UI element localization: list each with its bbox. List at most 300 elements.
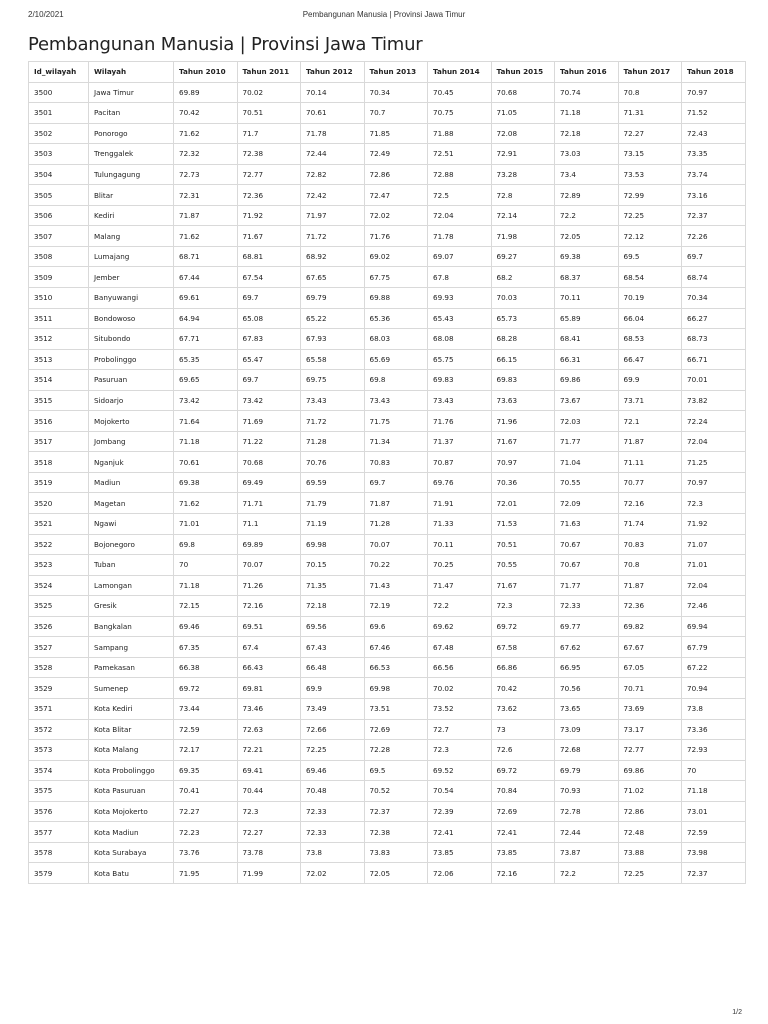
cell-id-wilayah: 3503 xyxy=(29,144,89,165)
table-row xyxy=(29,452,746,473)
cell-value: 71.01 xyxy=(174,514,238,535)
cell-value: 70.77 xyxy=(618,472,682,493)
cell-value: 66.31 xyxy=(555,349,619,370)
cell-value: 69.86 xyxy=(555,370,619,391)
table-header xyxy=(29,62,746,83)
cell-value: 71.62 xyxy=(174,493,238,514)
cell-value: 71.72 xyxy=(301,411,365,432)
cell-value: 71.35 xyxy=(301,575,365,596)
cell-value: 73.52 xyxy=(428,698,492,719)
cell-value: 71.28 xyxy=(301,431,365,452)
cell-value: 73.85 xyxy=(491,842,555,863)
cell-id-wilayah: 3527 xyxy=(29,637,89,658)
cell-value: 70.7 xyxy=(364,103,428,124)
cell-value: 69.76 xyxy=(428,472,492,493)
cell-id-wilayah: 3520 xyxy=(29,493,89,514)
cell-value: 70 xyxy=(174,555,238,576)
cell-value: 69.07 xyxy=(428,246,492,267)
cell-value: 73.35 xyxy=(682,144,746,165)
cell-value: 68.54 xyxy=(618,267,682,288)
table-row xyxy=(29,575,746,596)
cell-wilayah: Madiun xyxy=(89,472,174,493)
table-row xyxy=(29,205,746,226)
cell-value: 73.03 xyxy=(555,144,619,165)
cell-value: 71.62 xyxy=(174,226,238,247)
cell-value: 73.71 xyxy=(618,390,682,411)
cell-id-wilayah: 3522 xyxy=(29,534,89,555)
cell-value: 67.62 xyxy=(555,637,619,658)
cell-value: 72.89 xyxy=(555,185,619,206)
cell-value: 68.74 xyxy=(682,267,746,288)
cell-value: 72.01 xyxy=(491,493,555,514)
cell-value: 69.9 xyxy=(301,678,365,699)
cell-value: 68.28 xyxy=(491,329,555,350)
cell-value: 67.67 xyxy=(618,637,682,658)
cell-value: 71.99 xyxy=(237,863,301,884)
cell-value: 72.66 xyxy=(301,719,365,740)
table-row xyxy=(29,698,746,719)
cell-value: 69.89 xyxy=(237,534,301,555)
cell-value: 72.2 xyxy=(555,205,619,226)
cell-id-wilayah: 3574 xyxy=(29,760,89,781)
cell-id-wilayah: 3517 xyxy=(29,431,89,452)
cell-value: 70.76 xyxy=(301,452,365,473)
cell-value: 73.28 xyxy=(491,164,555,185)
cell-value: 72.41 xyxy=(428,822,492,843)
table-row xyxy=(29,390,746,411)
cell-value: 71.52 xyxy=(682,103,746,124)
cell-value: 72.39 xyxy=(428,801,492,822)
cell-value: 69.38 xyxy=(174,472,238,493)
column-header: Tahun 2016 xyxy=(555,62,619,83)
cell-value: 72.36 xyxy=(618,596,682,617)
cell-value: 72.18 xyxy=(555,123,619,144)
cell-value: 70.83 xyxy=(618,534,682,555)
cell-value: 73.51 xyxy=(364,698,428,719)
cell-value: 71.92 xyxy=(237,205,301,226)
table-row xyxy=(29,740,746,761)
cell-value: 72.31 xyxy=(174,185,238,206)
cell-value: 72.02 xyxy=(364,205,428,226)
cell-id-wilayah: 3526 xyxy=(29,616,89,637)
cell-wilayah: Lamongan xyxy=(89,575,174,596)
cell-value: 69.77 xyxy=(555,616,619,637)
cell-value: 72.21 xyxy=(237,740,301,761)
cell-wilayah: Sumenep xyxy=(89,678,174,699)
cell-value: 67.83 xyxy=(237,329,301,350)
table-row xyxy=(29,534,746,555)
table-row xyxy=(29,760,746,781)
cell-value: 70.02 xyxy=(237,82,301,103)
cell-wilayah: Kota Probolinggo xyxy=(89,760,174,781)
cell-wilayah: Tuban xyxy=(89,555,174,576)
cell-value: 73.46 xyxy=(237,698,301,719)
cell-value: 67.8 xyxy=(428,267,492,288)
cell-value: 70.93 xyxy=(555,781,619,802)
cell-value: 72.23 xyxy=(174,822,238,843)
cell-value: 72.16 xyxy=(618,493,682,514)
cell-value: 73.44 xyxy=(174,698,238,719)
cell-id-wilayah: 3505 xyxy=(29,185,89,206)
cell-value: 71.53 xyxy=(491,514,555,535)
cell-value: 72.28 xyxy=(364,740,428,761)
cell-value: 68.37 xyxy=(555,267,619,288)
cell-value: 70.71 xyxy=(618,678,682,699)
cell-value: 71.34 xyxy=(364,431,428,452)
cell-value: 73.85 xyxy=(428,842,492,863)
table-row xyxy=(29,123,746,144)
cell-value: 65.22 xyxy=(301,308,365,329)
column-header: Tahun 2018 xyxy=(682,62,746,83)
cell-id-wilayah: 3510 xyxy=(29,288,89,309)
cell-id-wilayah: 3504 xyxy=(29,164,89,185)
print-date: 2/10/2021 xyxy=(28,10,64,19)
cell-value: 66.43 xyxy=(237,657,301,678)
cell-value: 65.35 xyxy=(174,349,238,370)
cell-value: 71.19 xyxy=(301,514,365,535)
cell-value: 70.22 xyxy=(364,555,428,576)
cell-value: 73.98 xyxy=(682,842,746,863)
table-header-row xyxy=(29,62,746,83)
cell-value: 73.15 xyxy=(618,144,682,165)
cell-value: 73.74 xyxy=(682,164,746,185)
cell-value: 68.08 xyxy=(428,329,492,350)
cell-value: 71.78 xyxy=(301,123,365,144)
cell-value: 72.78 xyxy=(555,801,619,822)
cell-id-wilayah: 3506 xyxy=(29,205,89,226)
cell-value: 72.37 xyxy=(364,801,428,822)
cell-value: 72.91 xyxy=(491,144,555,165)
cell-value: 70.51 xyxy=(237,103,301,124)
cell-value: 70.07 xyxy=(364,534,428,555)
cell-value: 69.7 xyxy=(682,246,746,267)
cell-value: 67.79 xyxy=(682,637,746,658)
cell-value: 71.72 xyxy=(301,226,365,247)
cell-value: 72.42 xyxy=(301,185,365,206)
cell-value: 72.41 xyxy=(491,822,555,843)
cell-value: 68.2 xyxy=(491,267,555,288)
cell-value: 73.43 xyxy=(301,390,365,411)
cell-wilayah: Nganjuk xyxy=(89,452,174,473)
cell-value: 72.1 xyxy=(618,411,682,432)
cell-id-wilayah: 3507 xyxy=(29,226,89,247)
column-header: Tahun 2013 xyxy=(364,62,428,83)
cell-value: 72.25 xyxy=(301,740,365,761)
column-header: Tahun 2015 xyxy=(491,62,555,83)
cell-value: 72.33 xyxy=(555,596,619,617)
cell-value: 67.4 xyxy=(237,637,301,658)
cell-value: 72.08 xyxy=(491,123,555,144)
cell-value: 72.05 xyxy=(364,863,428,884)
cell-value: 72.33 xyxy=(301,822,365,843)
table-row xyxy=(29,616,746,637)
cell-value: 73.49 xyxy=(301,698,365,719)
cell-value: 72.48 xyxy=(618,822,682,843)
cell-id-wilayah: 3579 xyxy=(29,863,89,884)
cell-wilayah: Gresik xyxy=(89,596,174,617)
cell-wilayah: Sampang xyxy=(89,637,174,658)
cell-value: 73.16 xyxy=(682,185,746,206)
cell-value: 67.93 xyxy=(301,329,365,350)
cell-wilayah: Kota Kediri xyxy=(89,698,174,719)
table-row xyxy=(29,472,746,493)
cell-value: 69.5 xyxy=(618,246,682,267)
table-row xyxy=(29,863,746,884)
cell-value: 70.8 xyxy=(618,555,682,576)
cell-value: 69.72 xyxy=(491,616,555,637)
table-row xyxy=(29,514,746,535)
cell-value: 71.91 xyxy=(428,493,492,514)
cell-value: 69.94 xyxy=(682,616,746,637)
cell-wilayah: Kota Mojokerto xyxy=(89,801,174,822)
cell-value: 72.3 xyxy=(428,740,492,761)
cell-value: 70.01 xyxy=(682,370,746,391)
table-row xyxy=(29,781,746,802)
cell-value: 73.65 xyxy=(555,698,619,719)
cell-value: 69.7 xyxy=(364,472,428,493)
cell-value: 72.77 xyxy=(618,740,682,761)
cell-value: 72.43 xyxy=(682,123,746,144)
cell-value: 70.07 xyxy=(237,555,301,576)
cell-value: 70.19 xyxy=(618,288,682,309)
cell-value: 72.49 xyxy=(364,144,428,165)
cell-value: 66.56 xyxy=(428,657,492,678)
cell-value: 69.38 xyxy=(555,246,619,267)
cell-value: 72.06 xyxy=(428,863,492,884)
cell-value: 69.79 xyxy=(555,760,619,781)
cell-wilayah: Pamekasan xyxy=(89,657,174,678)
cell-value: 71.64 xyxy=(174,411,238,432)
cell-value: 70.03 xyxy=(491,288,555,309)
cell-value: 70.55 xyxy=(555,472,619,493)
cell-value: 73.17 xyxy=(618,719,682,740)
cell-value: 72.14 xyxy=(491,205,555,226)
table-row xyxy=(29,226,746,247)
cell-id-wilayah: 3500 xyxy=(29,82,89,103)
cell-value: 66.27 xyxy=(682,308,746,329)
cell-value: 71.47 xyxy=(428,575,492,596)
cell-value: 71.26 xyxy=(237,575,301,596)
cell-id-wilayah: 3513 xyxy=(29,349,89,370)
cell-id-wilayah: 3576 xyxy=(29,801,89,822)
cell-value: 71.18 xyxy=(174,575,238,596)
cell-value: 73.36 xyxy=(682,719,746,740)
table-row xyxy=(29,308,746,329)
cell-value: 73.43 xyxy=(428,390,492,411)
cell-value: 72.59 xyxy=(174,719,238,740)
cell-value: 71.33 xyxy=(428,514,492,535)
cell-value: 69.7 xyxy=(237,370,301,391)
cell-value: 70.52 xyxy=(364,781,428,802)
cell-value: 67.48 xyxy=(428,637,492,658)
table-row xyxy=(29,144,746,165)
cell-value: 66.71 xyxy=(682,349,746,370)
page-number: 1/2 xyxy=(732,1009,742,1016)
cell-value: 72.18 xyxy=(301,596,365,617)
cell-value: 71.87 xyxy=(618,575,682,596)
cell-value: 71.88 xyxy=(428,123,492,144)
cell-value: 70.83 xyxy=(364,452,428,473)
cell-value: 69.98 xyxy=(364,678,428,699)
cell-value: 65.43 xyxy=(428,308,492,329)
column-header: Wilayah xyxy=(89,62,174,83)
cell-value: 70.45 xyxy=(428,82,492,103)
cell-value: 69.83 xyxy=(428,370,492,391)
cell-id-wilayah: 3575 xyxy=(29,781,89,802)
cell-value: 71.04 xyxy=(555,452,619,473)
cell-id-wilayah: 3515 xyxy=(29,390,89,411)
cell-value: 72.04 xyxy=(682,431,746,452)
cell-value: 67.58 xyxy=(491,637,555,658)
cell-wilayah: Kota Malang xyxy=(89,740,174,761)
cell-value: 67.54 xyxy=(237,267,301,288)
cell-wilayah: Kota Surabaya xyxy=(89,842,174,863)
cell-value: 67.43 xyxy=(301,637,365,658)
cell-value: 72.27 xyxy=(618,123,682,144)
cell-value: 72.33 xyxy=(301,801,365,822)
cell-value: 73 xyxy=(491,719,555,740)
cell-wilayah: Jombang xyxy=(89,431,174,452)
table-row xyxy=(29,246,746,267)
cell-value: 70.44 xyxy=(237,781,301,802)
cell-value: 71.79 xyxy=(301,493,365,514)
cell-value: 72.86 xyxy=(364,164,428,185)
cell-value: 73.82 xyxy=(682,390,746,411)
cell-value: 72.63 xyxy=(237,719,301,740)
cell-value: 69.6 xyxy=(364,616,428,637)
cell-value: 65.47 xyxy=(237,349,301,370)
table-row xyxy=(29,842,746,863)
cell-value: 71.05 xyxy=(491,103,555,124)
cell-value: 72.99 xyxy=(618,185,682,206)
cell-value: 73.78 xyxy=(237,842,301,863)
cell-value: 69.86 xyxy=(618,760,682,781)
cell-value: 71.1 xyxy=(237,514,301,535)
cell-value: 66.53 xyxy=(364,657,428,678)
cell-value: 71.87 xyxy=(174,205,238,226)
data-table xyxy=(28,61,746,884)
cell-value: 68.81 xyxy=(237,246,301,267)
cell-value: 70.54 xyxy=(428,781,492,802)
column-header: Id_wilayah xyxy=(29,62,89,83)
cell-value: 72.36 xyxy=(237,185,301,206)
cell-id-wilayah: 3512 xyxy=(29,329,89,350)
cell-value: 73.09 xyxy=(555,719,619,740)
cell-id-wilayah: 3514 xyxy=(29,370,89,391)
cell-value: 71.18 xyxy=(174,431,238,452)
table-row xyxy=(29,370,746,391)
cell-id-wilayah: 3572 xyxy=(29,719,89,740)
cell-value: 72.8 xyxy=(491,185,555,206)
cell-value: 70.02 xyxy=(428,678,492,699)
cell-wilayah: Bondowoso xyxy=(89,308,174,329)
cell-value: 70.61 xyxy=(301,103,365,124)
cell-value: 69.9 xyxy=(618,370,682,391)
cell-value: 70.67 xyxy=(555,555,619,576)
cell-value: 69.8 xyxy=(364,370,428,391)
cell-value: 70.84 xyxy=(491,781,555,802)
cell-value: 71.76 xyxy=(364,226,428,247)
cell-value: 73.83 xyxy=(364,842,428,863)
cell-wilayah: Probolinggo xyxy=(89,349,174,370)
cell-value: 69.89 xyxy=(174,82,238,103)
cell-value: 70.68 xyxy=(237,452,301,473)
cell-value: 73.42 xyxy=(237,390,301,411)
table-row xyxy=(29,678,746,699)
cell-value: 72.25 xyxy=(618,205,682,226)
cell-value: 70.74 xyxy=(555,82,619,103)
table-row xyxy=(29,103,746,124)
cell-value: 67.35 xyxy=(174,637,238,658)
cell-value: 71.69 xyxy=(237,411,301,432)
cell-wilayah: Kota Batu xyxy=(89,863,174,884)
cell-value: 66.47 xyxy=(618,349,682,370)
cell-value: 72.32 xyxy=(174,144,238,165)
cell-value: 68.41 xyxy=(555,329,619,350)
cell-value: 70.11 xyxy=(555,288,619,309)
cell-value: 69.02 xyxy=(364,246,428,267)
cell-value: 72.04 xyxy=(682,575,746,596)
cell-value: 71.11 xyxy=(618,452,682,473)
cell-value: 71.22 xyxy=(237,431,301,452)
column-header: Tahun 2011 xyxy=(237,62,301,83)
cell-value: 72.37 xyxy=(682,205,746,226)
cell-value: 70.87 xyxy=(428,452,492,473)
cell-value: 70.75 xyxy=(428,103,492,124)
cell-value: 71.63 xyxy=(555,514,619,535)
cell-wilayah: Situbondo xyxy=(89,329,174,350)
cell-value: 71.92 xyxy=(682,514,746,535)
cell-value: 71.43 xyxy=(364,575,428,596)
cell-value: 72.44 xyxy=(301,144,365,165)
cell-value: 72.77 xyxy=(237,164,301,185)
cell-value: 70.34 xyxy=(682,288,746,309)
cell-value: 72.44 xyxy=(555,822,619,843)
cell-value: 71.97 xyxy=(301,205,365,226)
cell-value: 71.18 xyxy=(682,781,746,802)
cell-id-wilayah: 3502 xyxy=(29,123,89,144)
cell-value: 65.69 xyxy=(364,349,428,370)
cell-wilayah: Pacitan xyxy=(89,103,174,124)
cell-value: 70.68 xyxy=(491,82,555,103)
cell-value: 72.19 xyxy=(364,596,428,617)
cell-value: 72.27 xyxy=(237,822,301,843)
cell-value: 70.97 xyxy=(682,82,746,103)
cell-id-wilayah: 3525 xyxy=(29,596,89,617)
cell-value: 72.3 xyxy=(237,801,301,822)
cell-id-wilayah: 3519 xyxy=(29,472,89,493)
cell-id-wilayah: 3528 xyxy=(29,657,89,678)
cell-value: 72.12 xyxy=(618,226,682,247)
cell-wilayah: Jember xyxy=(89,267,174,288)
cell-value: 72.69 xyxy=(491,801,555,822)
cell-value: 70.97 xyxy=(682,472,746,493)
cell-value: 72.3 xyxy=(491,596,555,617)
cell-value: 72.24 xyxy=(682,411,746,432)
cell-value: 71.98 xyxy=(491,226,555,247)
cell-value: 69.8 xyxy=(174,534,238,555)
cell-value: 69.7 xyxy=(237,288,301,309)
cell-value: 72.15 xyxy=(174,596,238,617)
cell-value: 71.07 xyxy=(682,534,746,555)
cell-value: 65.58 xyxy=(301,349,365,370)
cell-value: 69.51 xyxy=(237,616,301,637)
cell-value: 68.71 xyxy=(174,246,238,267)
cell-value: 65.36 xyxy=(364,308,428,329)
cell-value: 71.7 xyxy=(237,123,301,144)
cell-value: 72.73 xyxy=(174,164,238,185)
table-row xyxy=(29,164,746,185)
